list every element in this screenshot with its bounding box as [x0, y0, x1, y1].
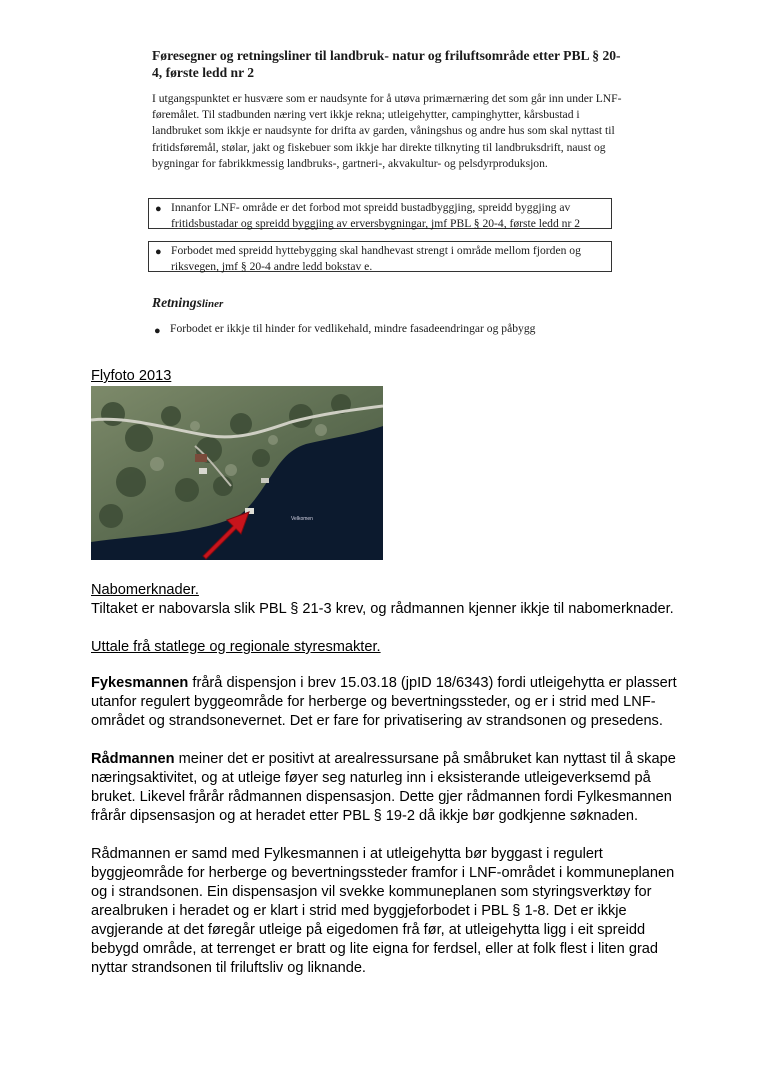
radmannen-name: Rådmannen: [91, 751, 175, 767]
fylkesmannen-paragraph: [91, 674, 681, 731]
guideline-item: [148, 321, 535, 337]
rule-box-1: [148, 198, 612, 229]
building: [199, 468, 207, 474]
rule-box-1-text: Innanfor LNF- område er det forbod mot spreidd bustadbyggjing, spreidd byggjing av fritidsbustadar og spreidd byggjing av erversbygningar, jmf PBL § 20-4, første ledd nr 2: [171, 201, 580, 230]
fylkesmannen-name: Fykesmannen: [91, 675, 189, 691]
regulation-excerpt: [152, 48, 622, 172]
rule-box-2: [148, 241, 612, 272]
uttale-heading: Uttale frå statlege og regionale styresmakter.: [91, 639, 381, 655]
radmannen-paragraph: [91, 750, 681, 826]
nabo-heading: Nabomerknader.: [91, 582, 199, 598]
rule-box-2-text: Forbodet med spreidd hyttebygging skal handhevast strengt i område mellom fjorden og riksvegen, jmf § 20-4 andre ledd bokstav e.: [171, 244, 581, 273]
bullet-icon: ●: [154, 325, 161, 337]
guidelines-heading: [152, 294, 223, 312]
nabo-text: Tiltaket er nabovarsla slik PBL § 21-3 krev, og rådmannen kjenner ikkje til nabomerknader.: [91, 601, 674, 617]
aerial-photo: [91, 386, 383, 560]
building: [261, 478, 269, 483]
fylkesmannen-text: frårå dispensjon i brev 15.03.18 (jpID 18/6343) fordi utleigehytta er plassert utanfor regulert byggeområde for herberge og bevertningssteder, og er i strid med LNF-området og strandsonevernet. Det er fare for privatisering av strandsonen og presedens.: [91, 675, 677, 729]
building: [195, 454, 207, 462]
guideline-item-text: Forbodet er ikkje til hinder for vedlikehald, mindre fasadeendringar og påbygg: [170, 322, 536, 335]
photo-map-label: Velkomen: [291, 516, 313, 522]
radmannen-text: meiner det er positivt at arealressursane på småbruket kan nyttast til å skape næringsaktivitet, og at utleige føyer seg naturleg inn i eksisterande utleigeverksemd på bruket. Likevel frårår rådmannen dispensasjon. Dette gjer rådmannen fordi Fylkesmannen frårår dipsensasjon og at heradet etter PBL § 19-2 då ikkje bør godkjenne søknaden.: [91, 751, 676, 824]
excerpt-intro: I utgangspunktet er husvære som er naudsynte for å utøva primærnæring det som går inn under LNF-føremålet. Til stadbunden næring vert ikkje rekna; utleigehytter, campinghytter, kårsbustad i landbruket som ikkje er naudsynte for drifta av garden, våningshus og andre hus som skal nyttast til fritidsføremål, stølar, jakt og fiskebuer som ikkje har direkte tilknyting til landbruksdrift, naust og bygningar for fabrikkmessig landbruks-, gartneri-, akvakultur- og pelsdyrproduksjon.: [152, 92, 622, 170]
bullet-icon: ●: [155, 203, 162, 215]
bullet-icon: ●: [155, 246, 162, 258]
photo-caption: Flyfoto 2013: [91, 368, 172, 384]
guidelines-heading-big: Retnings: [152, 295, 202, 310]
guidelines-heading-small: liner: [201, 298, 224, 310]
excerpt-heading: Føresegner og retningsliner til landbruk- natur og friluftsområde etter PBL § 20-4, første ledd nr 2: [152, 48, 621, 80]
conclusion-paragraph: Rådmannen er samd med Fylkesmannen i at utleigehytta bør byggast i regulert byggjeområde for herberge og bevertningssteder framfor i LNF-området i kommuneplanen og i strandsonen. Ein dispensasjon vil svekke kommuneplanen som styringsverktøy for arealbruken i heradet og er klart i strid med byggjeforbodet i PBL § 1-8. Det er ikkje avgjerande at det føregår utleige på eigedomen frå før, at utleigehytta ligg i eit spreidd bebygd område, at terrenget er bratt og lite eigna for ferdsel, eller at folk flest i liten grad nyttar strandsonen til friluftsliv og liknande.: [91, 846, 675, 976]
